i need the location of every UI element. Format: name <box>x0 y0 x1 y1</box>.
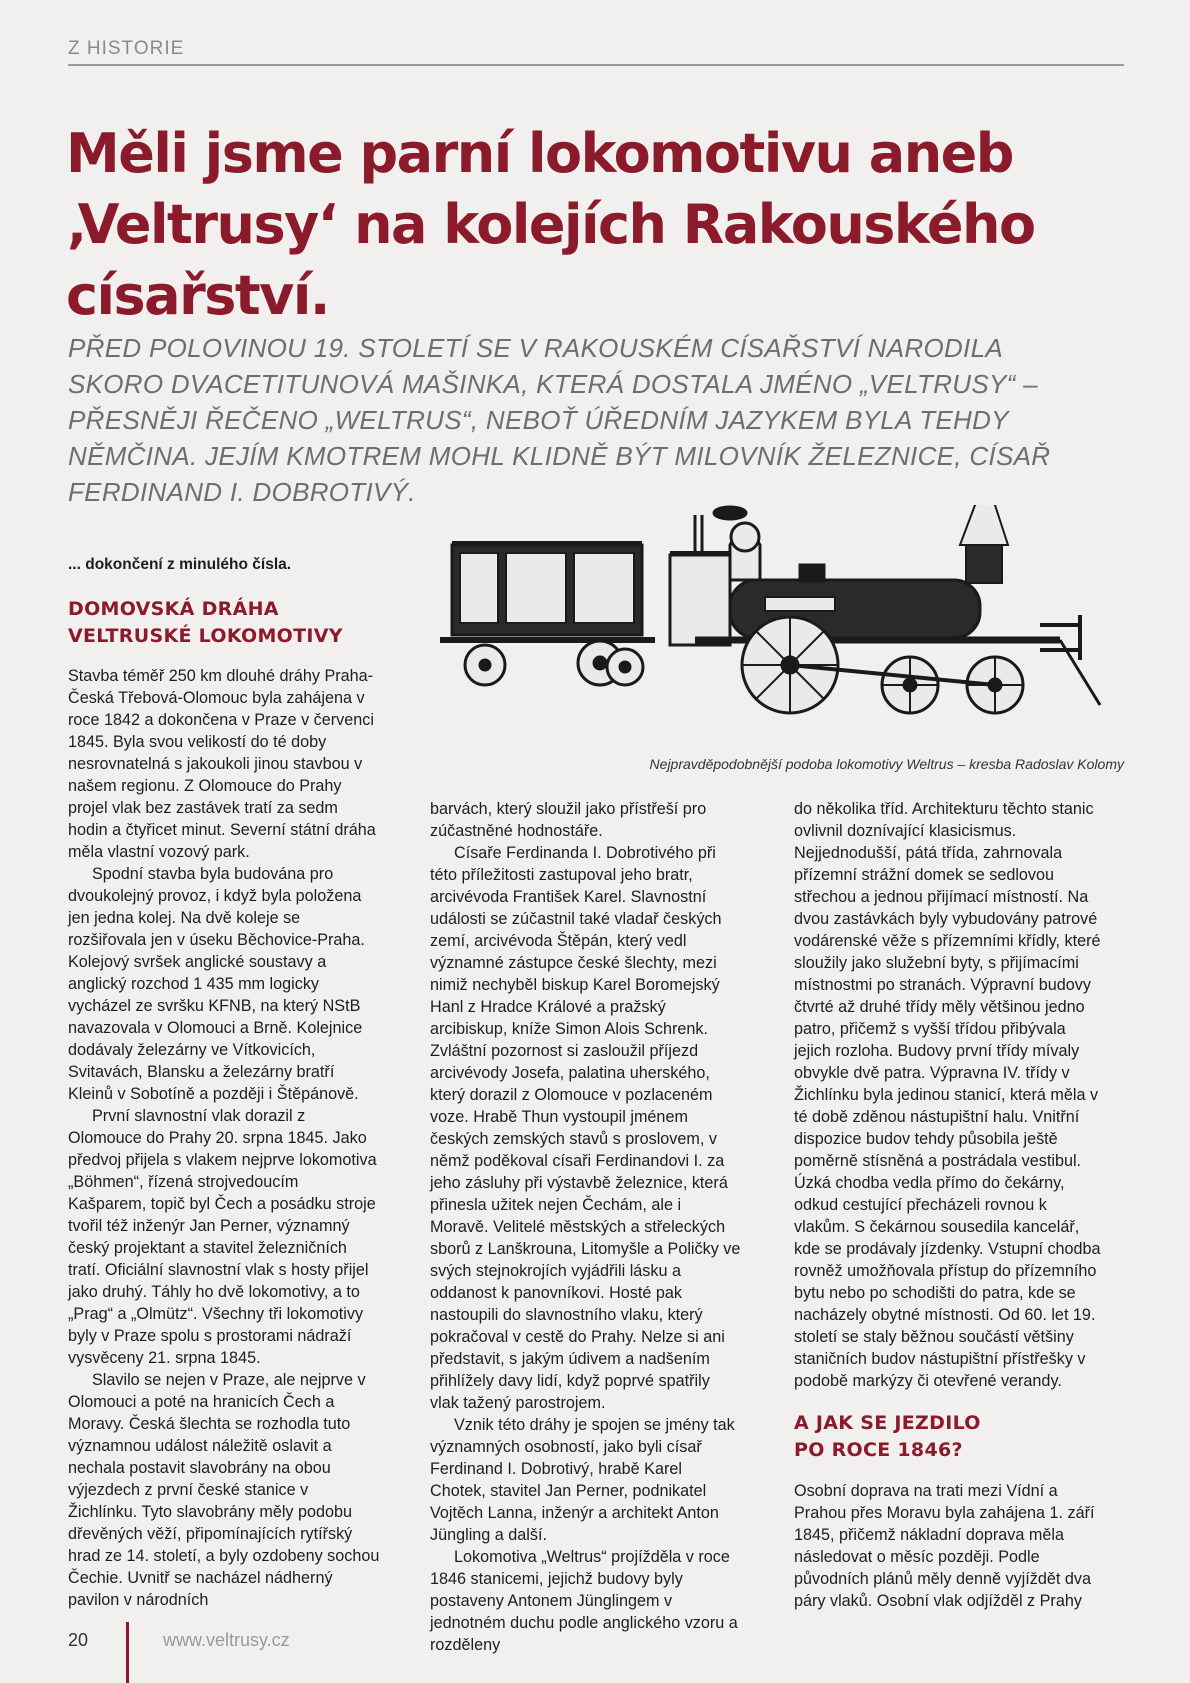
subheading-jak-se-jezdilo: A JAK SE JEZDILO PO ROCE 1846? <box>794 1412 981 1461</box>
image-caption: Nejpravděpodobnější podoba lokomotivy Weltrus – kresba Radoslav Kolomy <box>649 756 1124 772</box>
article-column-2 <box>430 798 742 1656</box>
subheading-domovska-draha: DOMOVSKÁ DRÁHA VELTRUSKÉ LOKOMOTIVY <box>68 598 343 647</box>
top-rule <box>68 64 1124 66</box>
paragraph: Stavba téměř 250 km dlouhé dráhy Praha-Česká Třebová-Olomouc byla zahájena v roce 1842 a dokončena v Praze v červenci 1845. Byla svou velikostí do té doby nesrovnatelná s jakoukoli jinou stavbou v našem regionu. Z Olomouce do Prahy projel vlak bez zastávek tratí za sedm hodin a čtyřicet minut. Severní státní dráha měla vlastní vozový park. <box>68 667 376 861</box>
website-link[interactable]: www.veltrusy.cz <box>163 1630 290 1650</box>
paragraph: Osobní doprava na trati mezi Vídní a Prahou přes Moravu byla zahájena 1. září 1845, přičemž nákladní doprava měla následovat o měsíc později. Podle původních plánů měly denně vyjíždět dva páry vlaků. Osobní vlak odjížděl z Prahy <box>794 1482 1095 1610</box>
page-number: 20 <box>68 1630 89 1650</box>
article-column-3-continued <box>794 1480 1106 1612</box>
paragraph: Vznik této dráhy je spojen se jmény tak významných osobností, jako byli císař Ferdinand I. Dobrotivý, hrabě Karel Chotek, stavitel Jan Perner, podnikatel Vojtěch Lanna, inženýr a architekt Anton Jüngling a další. <box>430 1416 735 1544</box>
article-lead: PŘED POLOVINOU 19. STOLETÍ SE V RAKOUSKÉM CÍSAŘSTVÍ NARODILA SKORO DVACETITUNOVÁ MAŠINKA, KTERÁ DOSTALA JMÉNO „VELTRUSY“ – PŘESNĚJI ŘEČENO „WELTRUS“, NEBOŤ ÚŘEDNÍM JAZYKEM BYLA TEHDY NĚMČINA. JEJÍM KMOTREM MOHL KLIDNĚ BÝT MILOVNÍK ŽELEZNICE, CÍSAŘ FERDINAND I. DOBROTIVÝ. <box>68 333 1051 507</box>
chimney <box>960 505 1008 583</box>
paragraph: Slavilo se nejen v Praze, ale nejprve v Olomouci a poté na hranicích Čech a Moravy. Česká šlechta se rozhodla tuto významnou událost náležitě oslavit a nechala postavit slavobrány na obou výjezdech z první české stanice v Žichlínku. Tyto slavobrány měly podobu dřevěných věží, připomínajících rytířský hrad ze 14. století, a byly ozdobeny sochou Čechie. Uvnitř se nacházel nádherný pavilon v národních <box>68 1371 380 1609</box>
paragraph: Císaře Ferdinanda I. Dobrotivého při této příležitosti zastupoval jeho bratr, arcivévoda František Karel. Slavnostní události se zúčastnil také vladař českých zemí, arcivévoda Štěpán, který vedl významné zástupce české šlechty, mezi nimiž nechyběl biskup Karel Boromejský Hanl z Hradce Králové a pražský arcibiskup, kníže Simon Alois Schrenk. Zvláštní pozornost si zasloužil příjezd arcivévody Josefa, palatina uherského, který dorazil z Olomouce v pozlaceném voze. Hrabě Thun vystoupil jménem českých zemských stavů s proslovem, v němž poděkoval císaři Ferdinandovi I. za jeho zásluhy při výstavbě železnice, která přinesla užitek nejen Čechám, ale i Moravě. Velitelé městských a střeleckých sborů z Lanškrouna, Litomyšle a Poličky ve svých stejnokrojích vyjádřili lásku a oddanost k panovníkovi. Hosté pak nastoupili do slavnostního vlaku, který pokračoval v cestě do Prahy. Nelze si ani představit, s jakým údivem a nadšením přihlížely davy lidí, když poprvé spatřily vlak tažený parostrojem. <box>430 844 741 1412</box>
paragraph: do několika tříd. Architekturu těchto stanic ovlivnil doznívající klasicismus. Nejjednodušší, pátá třída, zahrnovala přízemní strážní domek se sedlovou střechou a jednou přijímací místností. Na dvou zastávkách byly vybudovány patrové vodárenské věže s přízemními křídly, které sloužily jako služební byty, s přijímacími místnostmi po stranách. Výpravní budovy čtvrté až druhé třídy měly většinou jedno patro, přičemž s vyšší třídou přibývala jejich rozloha. Budovy první třídy mívaly obvykle dvě patra. Výpravna IV. třídy v Žichlínku byla jedinou stanicí, která měla v té době zděnou nástupištní halu. Vnitřní dispozice budov tehdy působila ještě poměrně stísněná a postrádala vestibul. Úzká chodba vedla přímo do čekárny, odkud cestující přecházeli rovnou k vlakům. S čekárnou sousedila kancelář, kde se prodávaly jízdenky. Vstupní chodba rovněž umožňovala přístup do přízemního bytu nebo po schodišti do patra, kde se nacházely obytné místnosti. Od 60. let 19. století se staly běžnou součástí většiny staničních budov nástupištní přístřešky v podobě markýzy či otevřené verandy. <box>794 800 1101 1390</box>
article-title: Měli jsme parní lokomotivu aneb ‚Veltrusy‘ na kolejích Rakouského císařství. <box>66 122 1035 327</box>
paragraph: První slavnostní vlak dorazil z Olomouce do Prahy 20. srpna 1845. Jako předvoj přijela s vlakem nejprve lokomotiva „Böhmen“, řízená strojvedoucím Kašparem, topič byl Čech a posádku stroje tvořil též inženýr Jan Perner, významný český projektant a stavitel železničních tratí. Oficiální slavnostní vlak s hosty přijel jako druhý. Táhly ho dvě lokomotivy, a to „Prag“ a „Olmütz“. Všechny tři lokomotivy byly v Praze spolu s prostorami nádraží vysvěceny 21. srpna 1845. <box>68 1107 377 1367</box>
paragraph: barvách, který sloužil jako přístřeší pro zúčastněné hodnostáře. <box>430 800 707 840</box>
section-label: Z HISTORIE <box>68 38 185 59</box>
tender <box>440 543 655 685</box>
footer-divider <box>126 1622 129 1683</box>
locomotive-illustration <box>440 505 1110 740</box>
continued-note: ... dokončení z minulého čísla. <box>68 556 292 573</box>
article-column-1 <box>68 665 380 1611</box>
paragraph: Lokomotiva „Weltrus“ projížděla v roce 1846 stanicemi, jejichž budovy byly postaveny Antonem Jünglingem v jednotném duchu podle anglického vzoru a rozděleny <box>430 1548 738 1654</box>
paragraph: Spodní stavba byla budována pro dvoukolejný provoz, i když byla položena jen jedna kolej. Na dvě koleje se rozšiřovala jen v úseku Běchovice-Praha. Kolejový svršek anglické soustavy a anglický rozchod 1 435 mm logicky vycházel ze svršku KFNB, na který NStB navazovala v Olomouci a Brně. Kolejnice dodávaly železárny ve Vítkovicích, Svitavách, Blansku a železárny bratří Kleinů v Sobotíně a později i Štěpánově. <box>68 865 365 1103</box>
buffers <box>1040 615 1100 705</box>
article-column-3 <box>794 798 1106 1392</box>
